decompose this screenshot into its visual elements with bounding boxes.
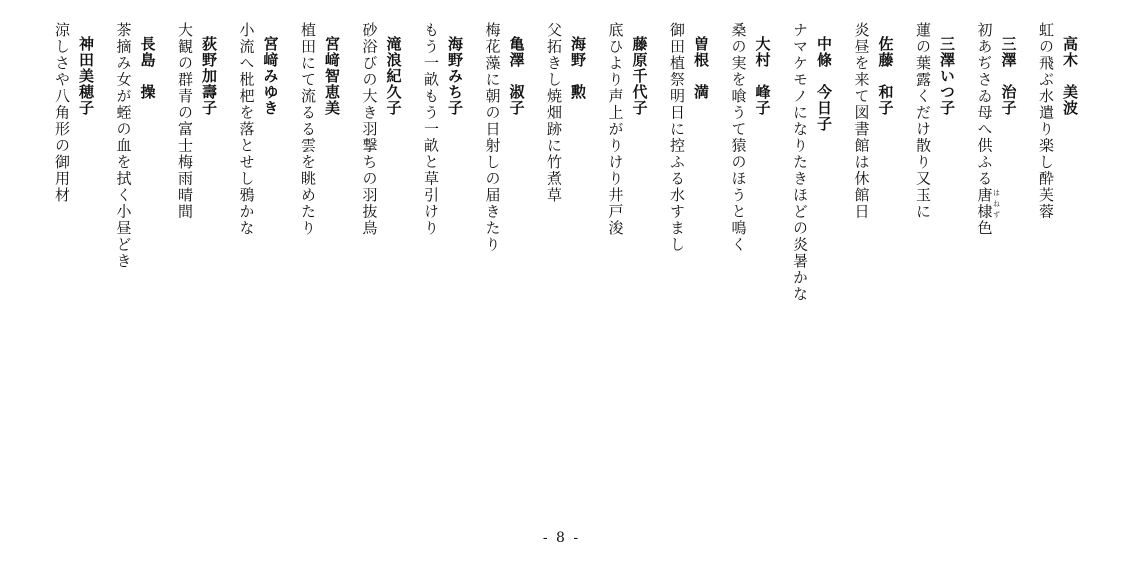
haiku-text: 植田にて流るる雲を眺めたり bbox=[299, 22, 317, 237]
haiku-text: ナマケモノになりたきほどの炎暑かな bbox=[791, 22, 809, 303]
haiku-author: 宮﨑智恵美 bbox=[323, 36, 341, 116]
haiku-entry bbox=[546, 18, 610, 508]
furigana-reading: はねず bbox=[992, 187, 1001, 220]
haiku-text: 初あぢさゐ母へ供ふる唐棣 はねず色 bbox=[975, 22, 1001, 237]
haiku-author: 海野 勲 bbox=[569, 36, 587, 100]
haiku-text: 底ひより声上がりけり井戸浚 bbox=[606, 22, 625, 237]
haiku-entry bbox=[239, 18, 303, 508]
haiku-author: 長島 操 bbox=[138, 36, 157, 100]
haiku-entry bbox=[669, 18, 733, 508]
haiku-author: 荻野加壽子 bbox=[200, 36, 218, 116]
furigana: 唐棣 はねず bbox=[975, 187, 1001, 220]
haiku-text: 父拓きし焼畑跡に竹煮草 bbox=[545, 22, 563, 204]
haiku-text: 茶摘み女が蛭の血を拭く小昼どき bbox=[114, 22, 133, 270]
haiku-text: もう一畝もう一畝と草引けり bbox=[422, 22, 440, 237]
haiku-author: 亀澤 淑子 bbox=[507, 36, 526, 116]
haiku-entry bbox=[731, 18, 795, 508]
haiku-author: 三澤 治子 bbox=[999, 36, 1018, 116]
haiku-author: 三澤いつ子 bbox=[938, 36, 956, 116]
haiku-text: 炎昼を来て図書館は休館日 bbox=[852, 22, 871, 220]
haiku-entry bbox=[1038, 18, 1102, 508]
haiku-author: 曽根 満 bbox=[692, 36, 710, 100]
haiku-author: 大村 峰子 bbox=[753, 36, 772, 116]
haiku-text: 蓮の葉露くだけ散り又玉に bbox=[914, 22, 932, 220]
haiku-author: 神田美穂子 bbox=[77, 36, 95, 116]
haiku-entry bbox=[977, 18, 1041, 508]
haiku-text: 小流へ枇杷を落とせし鴉かな bbox=[237, 22, 256, 237]
haiku-text: 涼しさや八角形の御用材 bbox=[53, 22, 71, 204]
haiku-author: 高木 美波 bbox=[1061, 36, 1079, 116]
haiku-author: 佐藤 和子 bbox=[876, 36, 895, 116]
haiku-entry bbox=[423, 18, 487, 508]
haiku-author: 海野みち子 bbox=[446, 36, 464, 116]
haiku-entry bbox=[915, 18, 979, 508]
haiku-entry bbox=[177, 18, 241, 508]
haiku-text: 砂浴びの大き羽撃ちの羽抜鳥 bbox=[360, 22, 379, 237]
haiku-entry bbox=[116, 18, 180, 508]
haiku-text: 虹の飛ぶ水遣り楽し酔芙蓉 bbox=[1037, 22, 1055, 220]
haiku-text: 梅花藻に朝の日射しの届きたり bbox=[483, 22, 502, 253]
haiku-entry bbox=[362, 18, 426, 508]
haiku-entry bbox=[300, 18, 364, 508]
haiku-author: 宮﨑みゆき bbox=[261, 36, 280, 116]
haiku-author: 滝浪紀久子 bbox=[384, 36, 403, 116]
haiku-collection bbox=[38, 18, 1078, 508]
haiku-text: 桑の実を喰うて猿のほうと鳴く bbox=[729, 22, 748, 253]
haiku-entry bbox=[54, 18, 118, 508]
haiku-entry bbox=[485, 18, 549, 508]
haiku-author: 中條 今日子 bbox=[815, 36, 833, 132]
haiku-author: 藤原千代子 bbox=[630, 36, 649, 116]
haiku-entry bbox=[854, 18, 918, 508]
haiku-entry bbox=[608, 18, 672, 508]
page-number: - 8 - bbox=[542, 530, 581, 546]
haiku-entry bbox=[792, 18, 856, 508]
haiku-text: 大観の群青の富士梅雨晴間 bbox=[176, 22, 194, 220]
haiku-text: 御田植祭明日に控ふる水すまし bbox=[668, 22, 686, 253]
